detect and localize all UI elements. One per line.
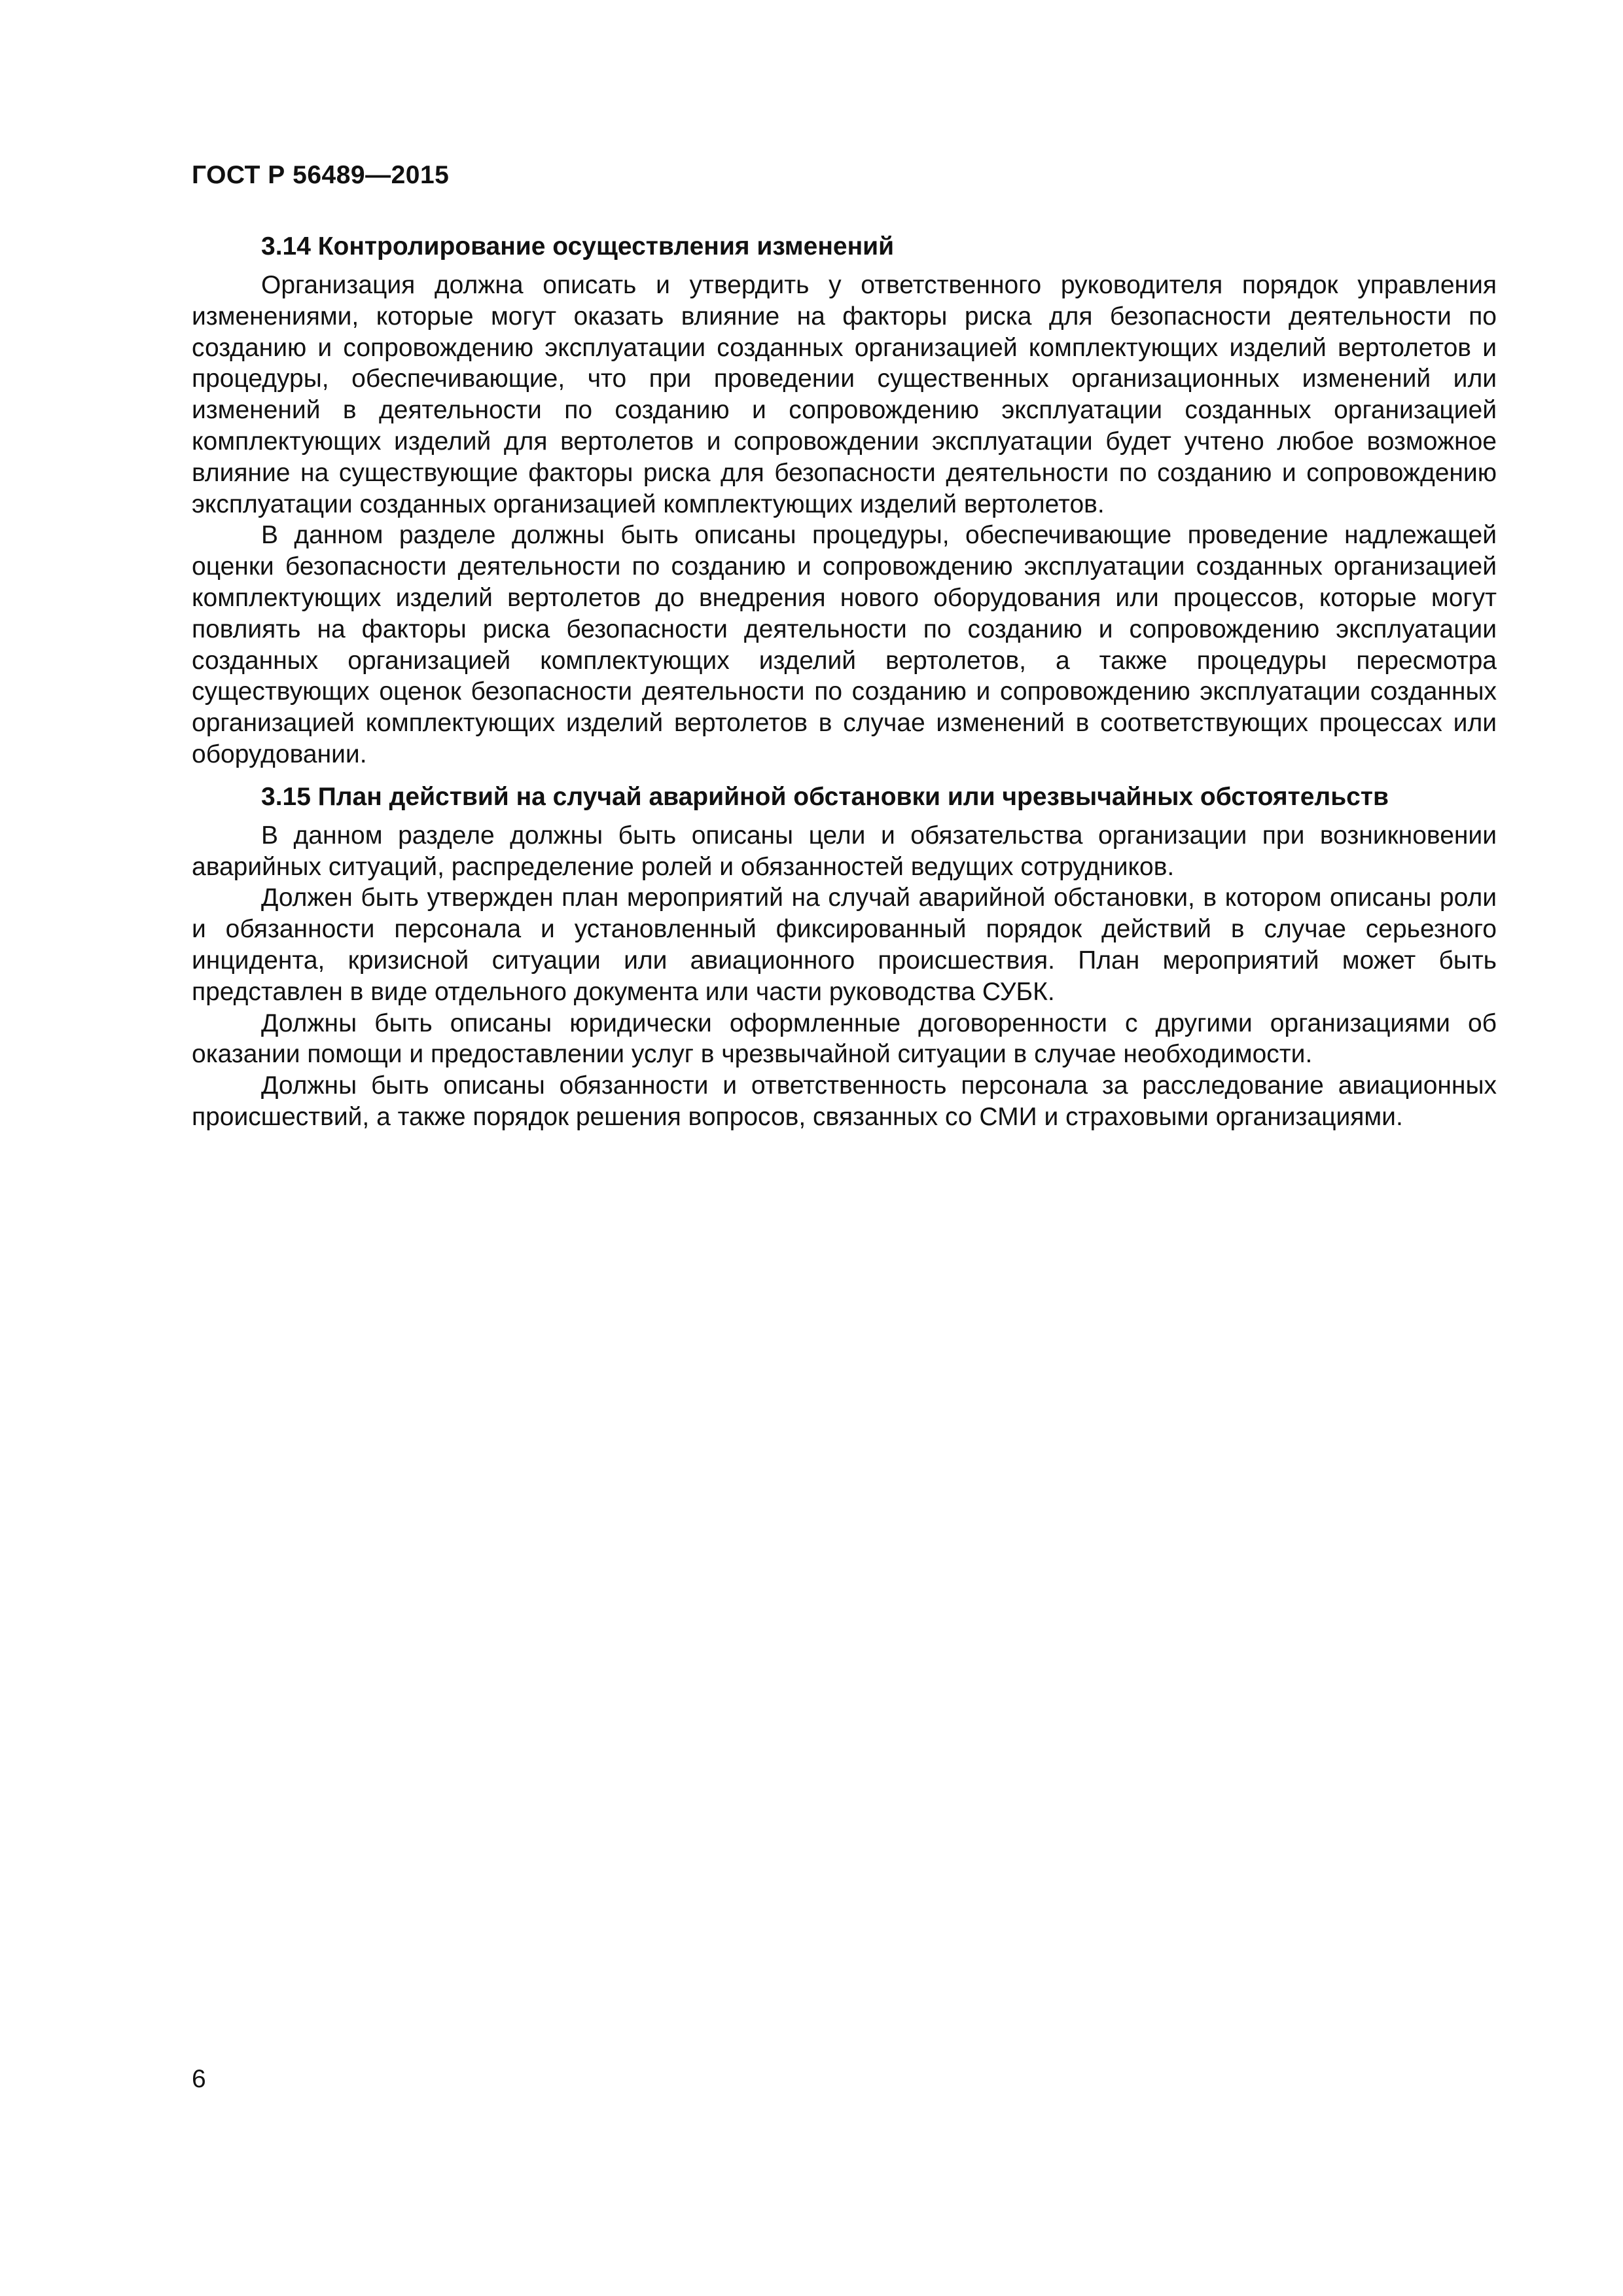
paragraph: В данном разделе должны быть описаны цели и обязательства организации при возникновении аварийных ситуаций, распределение ролей и обязанностей ведущих сотрудников.: [192, 821, 1497, 881]
document-body: [192, 230, 1497, 1133]
section-title: 3.15 План действий на случай аварийной обстановки или чрезвычайных обстоятельств: [261, 782, 1389, 811]
paragraph: Должны быть описаны обязанности и ответственность персонала за расследование авиационных происшествий, а также порядок решения вопросов, связанных со СМИ и страховыми организациями.: [192, 1071, 1497, 1131]
section-3-15: [192, 781, 1497, 1133]
paragraph: В данном разделе должны быть описаны процедуры, обеспечивающие проведение надлежащей оценки безопасности деятельности по созданию и сопровождению эксплуатации созданных организацией комплектующих изделий вертолетов до внедрения нового оборудования или процессов, которые могут повлиять на факторы риска безопасности деятельности по созданию и сопровождению эксплуатации созданных организацией комплектующих изделий вертолетов, а также процедуры пересмотра существующих оценок безопасности деятельности по созданию и сопровождению эксплуатации созданных организацией комплектующих изделий вертолетов в случае изменений в соответствующих процессах или оборудовании.: [192, 521, 1497, 768]
section-spacer: [192, 770, 1497, 781]
section-3-14: [192, 230, 1497, 770]
paragraph: Должны быть описаны юридически оформленные договоренности с другими организациями об оказании помощи и предоставлении услуг в чрезвычайной ситуации в случае необходимости.: [192, 1009, 1497, 1069]
standard-code-header: ГОСТ Р 56489—2015: [192, 161, 450, 189]
page-number: 6: [192, 2065, 206, 2093]
paragraph: Организация должна описать и утвердить у ответственного руководителя порядок управления изменениями, которые могут оказать влияние на факторы риска для безопасности деятельности по созданию и сопровождению эксплуатации созданных организацией комплектующих изделий вертолетов и процедуры, обеспечивающие, что при проведении существенных организационных изменений или изменений в деятельности по созданию и сопровождению эксплуатации созданных организацией комплектующих изделий для вертолетов и сопровождении эксплуатации будет учтено любое возможное влияние на существующие факторы риска для безопасности деятельности по созданию и сопровождению эксплуатации созданных организацией комплектующих изделий вертолетов.: [192, 271, 1497, 518]
section-title: 3.14 Контролирование осуществления изменений: [261, 232, 895, 260]
paragraph: Должен быть утвержден план мероприятий на случай аварийной обстановки, в котором описаны роли и обязанности персонала и установленный фиксированный порядок действий в случае серьезного инцидента, кризисной ситуации или авиационного происшествия. План мероприятий может быть представлен в виде отдельного документа или части руководства СУБК.: [192, 884, 1497, 1006]
